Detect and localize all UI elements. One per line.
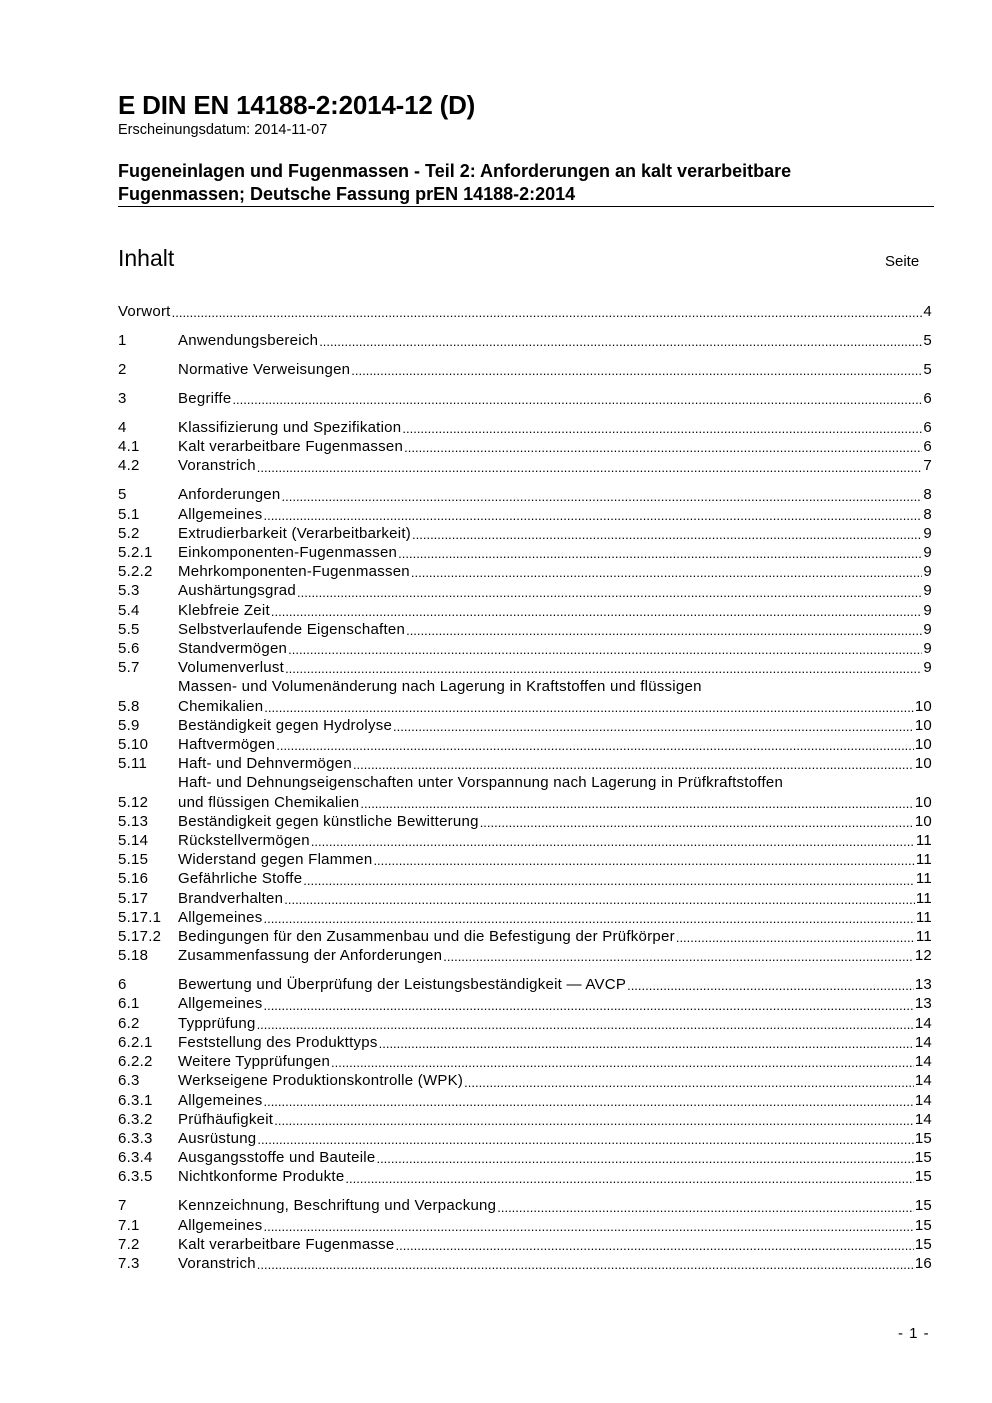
toc-entry-number: 6.3.5 (118, 1168, 153, 1186)
toc-entry-label: Voranstrich (178, 457, 256, 475)
toc-entry[interactable] (118, 677, 932, 715)
toc-entry[interactable] (118, 1052, 932, 1071)
toc-dot-leader (271, 603, 923, 620)
toc-entry[interactable] (118, 524, 932, 543)
toc-entry-number: 5.17.2 (118, 928, 162, 946)
toc-entry[interactable] (118, 927, 932, 946)
toc-entry-number: 5.9 (118, 716, 140, 734)
toc-entry-number: 5.2 (118, 524, 140, 542)
toc-entry[interactable] (118, 389, 932, 408)
toc-entry-number: 7.3 (118, 1254, 140, 1272)
toc-entry[interactable] (118, 889, 932, 908)
toc-dot-leader (412, 526, 922, 543)
toc-entry[interactable] (118, 658, 932, 677)
toc-entry[interactable] (118, 505, 932, 524)
toc-entry-label: Anwendungsbereich (178, 332, 319, 349)
toc-entry[interactable] (118, 1254, 932, 1273)
document-title-line-2: Fugenmassen; Deutsche Fassung prEN 14188-2:2014 (118, 184, 576, 204)
toc-entry[interactable] (118, 543, 932, 562)
toc-entry-label: Haft- und Dehnungseigenschaften unter Vorspannung nach Lagerung in Prüfkraftstoffen (178, 774, 784, 792)
toc-entry-page: 11 (915, 870, 932, 888)
toc-entry-page: 10 (914, 755, 932, 773)
toc-dot-leader (257, 1256, 914, 1273)
toc-entry-label: Standvermögen (178, 640, 288, 658)
toc-entry[interactable] (118, 1071, 932, 1090)
toc-entry[interactable] (118, 1110, 932, 1129)
toc-dot-leader (311, 833, 915, 850)
toc-dot-leader (406, 622, 922, 639)
toc-entry-label: Allgemeines (178, 1091, 263, 1109)
toc-dot-leader (353, 756, 914, 773)
toc-entry-number: 7 (118, 1197, 127, 1215)
toc-entry-label-continued: und flüssigen Chemikalien (178, 793, 360, 811)
toc-dot-leader (411, 564, 923, 581)
toc-entry-number: 6.2.2 (118, 1053, 153, 1071)
toc-entry-page: 14 (914, 1053, 932, 1071)
toc-entry-page: 6 (923, 419, 932, 436)
toc-entry-label: Allgemeines (178, 908, 263, 926)
publication-date: Erscheinungsdatum: 2014-11-07 (118, 122, 328, 138)
toc-entry-page: 9 (923, 582, 932, 600)
toc-entry[interactable] (118, 754, 932, 773)
toc-dot-leader (274, 1112, 914, 1129)
toc-entry-number: 5.3 (118, 582, 140, 600)
toc-dot-leader (264, 699, 914, 716)
toc-entry-page: 11 (915, 889, 932, 907)
toc-entry[interactable] (118, 1167, 932, 1186)
toc-dot-leader (257, 1131, 913, 1148)
toc-entry[interactable] (118, 975, 932, 994)
toc-entry-label: Nichtkonforme Produkte (178, 1168, 345, 1186)
toc-entry[interactable] (118, 908, 932, 927)
toc-dot-leader (480, 814, 914, 831)
toc-entry-page: 6 (923, 390, 932, 407)
toc-entry-page: 4 (923, 303, 932, 320)
toc-entry-label: Beständigkeit gegen Hydrolyse (178, 716, 393, 734)
toc-entry[interactable] (118, 562, 932, 581)
toc-entry-label: Ausgangsstoffe und Bauteile (178, 1149, 376, 1167)
toc-dot-leader (443, 948, 914, 965)
toc-entry-page: 16 (914, 1254, 932, 1272)
toc-entry-label: Voranstrich (178, 1254, 256, 1272)
toc-dot-leader (345, 1170, 913, 1187)
toc-entry-number: 6.2 (118, 1014, 140, 1032)
toc-entry[interactable] (118, 1091, 932, 1110)
toc-dot-leader (319, 333, 922, 350)
toc-dot-leader (263, 910, 914, 927)
toc-dot-leader (276, 737, 914, 754)
toc-dot-leader (398, 545, 922, 562)
toc-dot-leader (627, 977, 914, 994)
toc-entry[interactable] (118, 1235, 932, 1254)
document-id: E DIN EN 14188-2:2014-12 (D) (118, 90, 476, 120)
toc-entry-page: 7 (923, 457, 932, 475)
toc-dot-leader (257, 1016, 914, 1033)
page-number: - 1 - (898, 1325, 930, 1342)
toc-entry-number: 5.17 (118, 889, 149, 907)
toc-entry-page: 10 (914, 697, 932, 715)
toc-entry-number: 6.3 (118, 1072, 140, 1090)
toc-entry-number: 6.3.4 (118, 1149, 153, 1167)
toc-entry-page: 15 (914, 1235, 932, 1253)
toc-entry[interactable] (118, 1216, 932, 1235)
toc-dot-leader (263, 507, 922, 524)
toc-entry-label: Typprüfung (178, 1014, 256, 1032)
toc-entry-number: 5.5 (118, 620, 140, 638)
toc-entry-page: 9 (923, 620, 932, 638)
toc-entry[interactable] (118, 773, 932, 811)
toc-entry-page: 9 (923, 659, 932, 677)
toc-entry-page: 14 (914, 1072, 932, 1090)
toc-entry-page: 14 (914, 1033, 932, 1051)
toc-entry-label: Kalt verarbeitbare Fugenmassen (178, 438, 404, 456)
toc-entry-number: 5.2.1 (118, 544, 153, 562)
toc-entry-page: 15 (914, 1197, 932, 1215)
toc-entry-page: 11 (915, 851, 932, 869)
toc-entry-number: 5.15 (118, 851, 149, 869)
toc-dot-leader (360, 795, 913, 812)
toc-dot-leader (404, 439, 922, 456)
toc-entry-page: 14 (914, 1014, 932, 1032)
toc-entry[interactable] (118, 1196, 932, 1215)
toc-entry-number: 5.13 (118, 812, 149, 830)
toc-entry-page: 15 (914, 1168, 932, 1186)
toc-entry-number: 5.2.2 (118, 563, 153, 581)
document-title-line-1: Fugeneinlagen und Fugenmassen - Teil 2: Anforderungen an kalt verarbeitbare (118, 161, 792, 181)
toc-entry-label: Allgemeines (178, 995, 263, 1013)
toc-entry-page: 11 (915, 928, 932, 946)
toc-dot-leader (376, 1150, 913, 1167)
toc-entry-label: Vorwort (118, 303, 171, 320)
toc-entry-label: Massen- und Volumenänderung nach Lagerung in Kraftstoffen und flüssigen (178, 678, 702, 696)
toc-entry-page: 6 (923, 438, 932, 456)
toc-entry-page: 5 (923, 332, 932, 349)
toc-entry-page: 15 (914, 1129, 932, 1147)
toc-page-column-heading: Seite (885, 253, 920, 270)
toc-entry-page: 15 (914, 1149, 932, 1167)
toc-entry-number: 5.7 (118, 659, 140, 677)
toc-entry-number: 5 (118, 486, 127, 504)
toc-entry-label: Widerstand gegen Flammen (178, 851, 373, 869)
toc-dot-leader (282, 488, 923, 505)
toc-entry-label: Aushärtungsgrad (178, 582, 296, 600)
toc-entry-number: 5.10 (118, 736, 149, 754)
toc-entry[interactable] (118, 331, 932, 350)
toc-entry[interactable] (118, 601, 932, 620)
toc-entry[interactable] (118, 360, 932, 379)
toc-entry-page: 5 (923, 361, 932, 378)
toc-entry-label: Normative Verweisungen (178, 361, 351, 378)
toc-entry-label: Allgemeines (178, 1216, 263, 1234)
toc-entry-label-continued: Chemikalien (178, 697, 264, 715)
toc-entry-label: Bedingungen für den Zusammenbau und die Befestigung der Prüfkörper (178, 928, 675, 946)
toc-entry-label: Gefährliche Stoffe (178, 870, 303, 888)
toc-entry-number: 7.2 (118, 1235, 140, 1253)
toc-entry-number: 5.16 (118, 870, 149, 888)
toc-entry-page: 13 (914, 976, 932, 994)
toc-entry-number: 4.2 (118, 457, 140, 475)
toc-entry-page: 9 (923, 563, 932, 581)
toc-entry[interactable] (118, 485, 932, 504)
toc-dot-leader (351, 362, 922, 379)
toc-entry-page: 14 (914, 1110, 932, 1128)
toc-entry-number: 6.3.3 (118, 1129, 153, 1147)
toc-entry-label: Brandverhalten (178, 889, 284, 907)
toc-dot-leader (402, 420, 922, 437)
toc-entry-number: 6.2.1 (118, 1033, 153, 1051)
toc-entry-label: Rückstellvermögen (178, 832, 310, 850)
toc-entry-label: Weitere Typprüfungen (178, 1053, 331, 1071)
toc-entry[interactable] (118, 994, 932, 1013)
toc-entry-number: 6 (118, 976, 127, 994)
toc-entry-label: Einkomponenten-Fugenmassen (178, 544, 398, 562)
toc-dot-leader (396, 1237, 914, 1254)
toc-entry-label: Klassifizierung und Spezifikation (178, 419, 402, 436)
document-title (118, 160, 918, 206)
toc-entry-page: 11 (915, 832, 932, 850)
table-of-contents (118, 302, 932, 1273)
toc-entry-page: 13 (914, 995, 932, 1013)
toc-dot-leader (676, 929, 915, 946)
toc-entry-number: 5.12 (118, 793, 149, 811)
toc-entry-label: Klebfreie Zeit (178, 601, 270, 619)
toc-entry-number: 4 (118, 419, 127, 436)
toc-entry-number: 6.3.1 (118, 1091, 153, 1109)
toc-entry-label: Allgemeines (178, 505, 263, 523)
toc-entry-number: 5.14 (118, 832, 149, 850)
toc-entry-number: 6.3.2 (118, 1110, 153, 1128)
toc-entry-page: 10 (914, 812, 932, 830)
toc-dot-leader (285, 660, 922, 677)
toc-dot-leader (497, 1199, 914, 1216)
toc-dot-leader (331, 1054, 914, 1071)
toc-entry-number: 6.1 (118, 995, 140, 1013)
toc-dot-leader (263, 1218, 913, 1235)
toc-dot-leader (263, 1093, 913, 1110)
toc-entry-number: 3 (118, 390, 127, 407)
toc-dot-leader (257, 459, 923, 476)
toc-dot-leader (263, 997, 913, 1014)
toc-entry-page: 9 (923, 601, 932, 619)
toc-entry[interactable] (118, 418, 932, 437)
toc-entry[interactable] (118, 831, 932, 850)
toc-entry[interactable] (118, 735, 932, 754)
toc-dot-leader (303, 872, 915, 889)
toc-entry-page: 10 (914, 793, 932, 811)
toc-entry-label: Haftvermögen (178, 736, 276, 754)
toc-entry-number: 5.6 (118, 640, 140, 658)
toc-entry-number: 5.8 (118, 697, 140, 715)
toc-entry-label: Ausrüstung (178, 1129, 257, 1147)
toc-entry-page: 9 (923, 640, 932, 658)
toc-entry-page: 10 (914, 716, 932, 734)
toc-entry-label: Kennzeichnung, Beschriftung und Verpackung (178, 1197, 497, 1215)
toc-entry-number: 5.4 (118, 601, 140, 619)
toc-entry-label: Mehrkomponenten-Fugenmassen (178, 563, 410, 581)
toc-entry[interactable] (118, 716, 932, 735)
toc-entry-label: Beständigkeit gegen künstliche Bewitterung (178, 812, 479, 830)
toc-dot-leader (172, 304, 923, 321)
toc-entry-label: Kalt verarbeitbare Fugenmasse (178, 1235, 395, 1253)
toc-entry-number: 2 (118, 361, 127, 378)
toc-dot-leader (297, 584, 922, 601)
toc-entry-label: Bewertung und Überprüfung der Leistungsbeständigkeit — AVCP (178, 976, 627, 994)
toc-entry-page: 9 (923, 524, 932, 542)
toc-entry-page: 14 (914, 1091, 932, 1109)
toc-dot-leader (284, 891, 915, 908)
toc-dot-leader (464, 1074, 914, 1091)
toc-entry-page: 11 (915, 908, 932, 926)
title-divider (118, 206, 934, 207)
toc-entry-label: Prüfhäufigkeit (178, 1110, 274, 1128)
toc-entry-label: Volumenverlust (178, 659, 285, 677)
toc-entry-number: 7.1 (118, 1216, 140, 1234)
toc-heading: Inhalt (118, 245, 175, 271)
toc-entry-page: 12 (914, 947, 932, 965)
toc-entry[interactable] (118, 1033, 932, 1052)
toc-entry[interactable] (118, 869, 932, 888)
toc-entry-label: Zusammenfassung der Anforderungen (178, 947, 443, 965)
toc-entry[interactable] (118, 1014, 932, 1033)
toc-entry[interactable] (118, 850, 932, 869)
toc-entry[interactable] (118, 620, 932, 639)
toc-entry[interactable] (118, 1129, 932, 1148)
toc-entry[interactable] (118, 302, 932, 321)
toc-entry-page: 8 (923, 486, 932, 504)
toc-entry-label: Begriffe (178, 390, 232, 407)
toc-entry[interactable] (118, 639, 932, 658)
toc-entry-number: 5.18 (118, 947, 149, 965)
toc-entry-number: 1 (118, 332, 127, 349)
toc-entry[interactable] (118, 812, 932, 831)
toc-dot-leader (379, 1035, 914, 1052)
toc-entry-page: 10 (914, 736, 932, 754)
toc-entry[interactable] (118, 581, 932, 600)
toc-entry-label: Extrudierbarkeit (Verarbeitbarkeit) (178, 524, 412, 542)
toc-dot-leader (232, 391, 922, 408)
toc-dot-leader (393, 718, 914, 735)
toc-entry[interactable] (118, 456, 932, 475)
toc-entry-label: Feststellung des Produkttyps (178, 1033, 378, 1051)
toc-entry-page: 9 (923, 544, 932, 562)
toc-entry-number: 4.1 (118, 438, 140, 456)
toc-entry-label: Selbstverlaufende Eigenschaften (178, 620, 406, 638)
toc-entry[interactable] (118, 437, 932, 456)
toc-entry-number: 5.17.1 (118, 908, 162, 926)
toc-entry-label: Werkseigene Produktionskontrolle (WPK) (178, 1072, 464, 1090)
toc-entry-number: 5.11 (118, 755, 148, 773)
toc-entry-label: Anforderungen (178, 486, 281, 504)
toc-entry-page: 15 (914, 1216, 932, 1234)
toc-entry-number: 5.1 (118, 505, 140, 523)
toc-entry[interactable] (118, 946, 932, 965)
toc-entry-page: 8 (923, 505, 932, 523)
toc-entry[interactable] (118, 1148, 932, 1167)
toc-dot-leader (373, 852, 914, 869)
toc-entry-label: Haft- und Dehnvermögen (178, 755, 352, 773)
toc-dot-leader (288, 641, 922, 658)
